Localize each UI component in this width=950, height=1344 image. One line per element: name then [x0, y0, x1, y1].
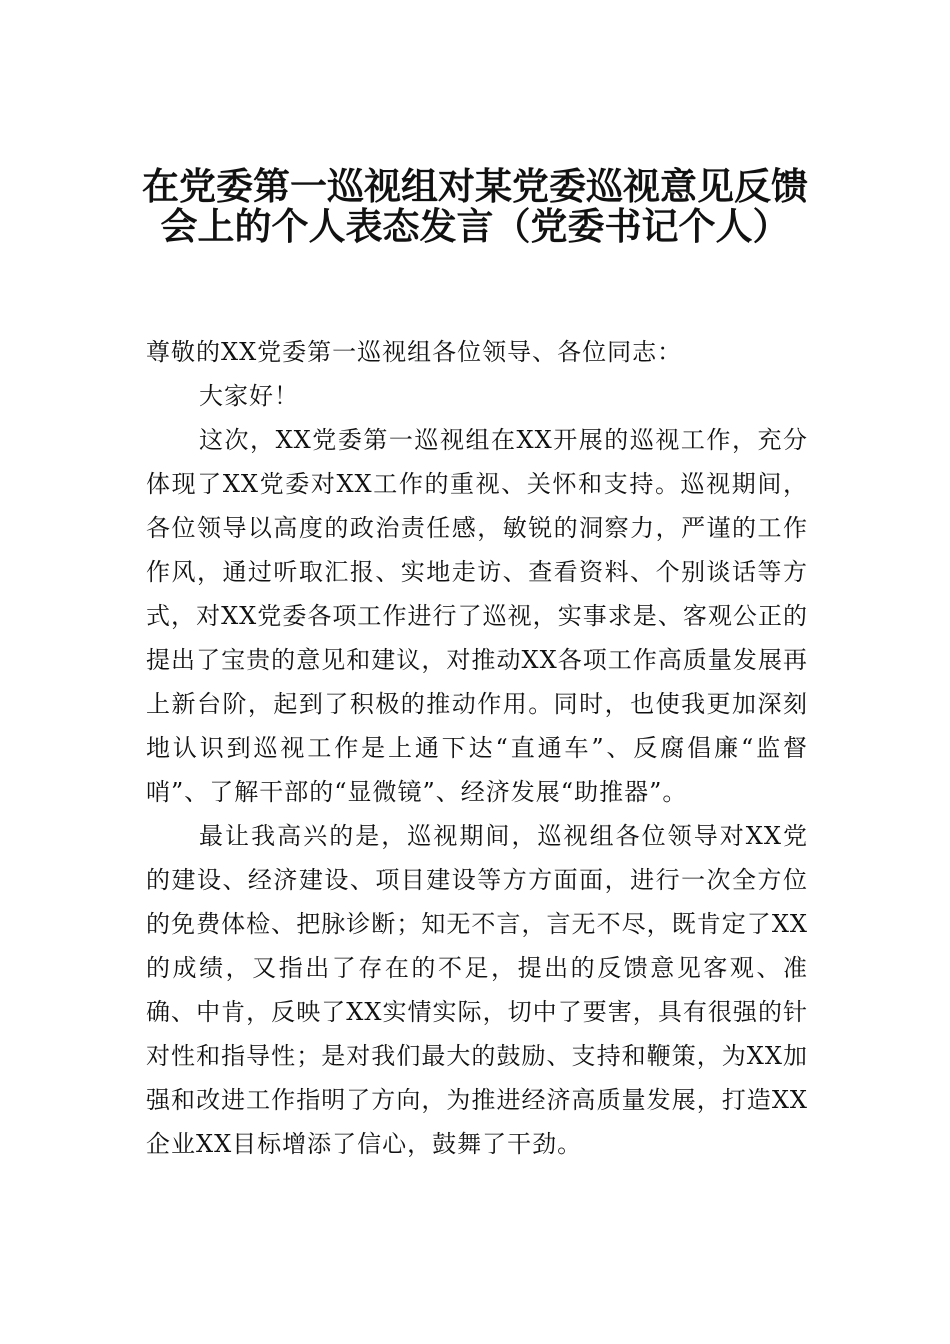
- document-title-line-2: 会上的个人表态发言（党委书记个人）: [160, 204, 790, 248]
- document-body: [146, 330, 808, 1166]
- salutation: 尊敬的XX党委第一巡视组各位领导、各位同志：: [146, 338, 683, 366]
- document-title-line-1: 在党委第一巡视组对某党委巡视意见反馈: [142, 164, 808, 208]
- body-paragraph-1: 这次，XX党委第一巡视组在XX开展的巡视工作，充分体现了XX党委对XX工作的重视、关怀和支持。巡视期间，各位领导以高度的政治责任感，敏锐的洞察力，严谨的工作作风，通过听取汇报、实地走访、查看资料、个别谈话等方式，对XX党委各项工作进行了巡视，实事求是、客观公正的提出了宝贵的意见和建议，对推动XX各项工作高质量发展再上新台阶，起到了积极的推动作用。同时，也使我更加深刻地认识到巡视工作是上通下达“直通车”、反腐倡廉“监督哨”、了解干部的“显微镜”、经济发展“助推器”。: [146, 426, 808, 806]
- greeting: 大家好！: [199, 382, 299, 410]
- body-paragraph-2: 最让我高兴的是，巡视期间，巡视组各位领导对XX党的建设、经济建设、项目建设等方方面面，进行一次全方位的免费体检、把脉诊断；知无不言，言无不尽，既肯定了XX的成绩，又指出了存在的不足，提出的反馈意见客观、准确、中肯，反映了XX实情实际，切中了要害，具有很强的针对性和指导性；是对我们最大的鼓励、支持和鞭策，为XX加强和改进工作指明了方向，为推进经济高质量发展，打造XX企业XX目标增添了信心，鼓舞了干劲。: [146, 822, 808, 1158]
